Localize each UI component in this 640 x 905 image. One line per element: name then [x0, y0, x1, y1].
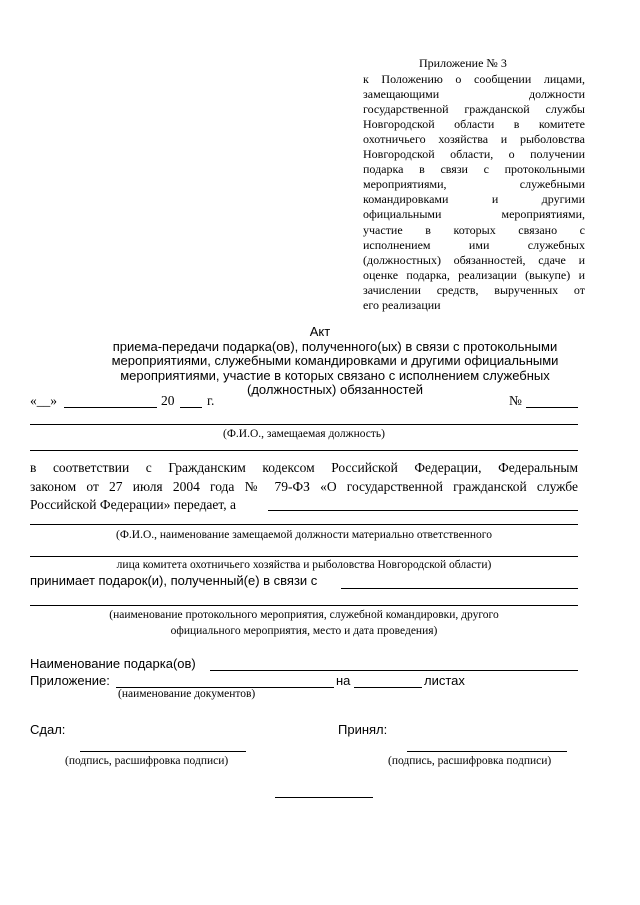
hint-documents: (наименование документов): [118, 688, 256, 700]
attachment-sheets-field[interactable]: [354, 687, 422, 688]
fio-position-field[interactable]: [30, 424, 578, 425]
annex-block: [363, 56, 585, 313]
annex-line: участие в которых связано с: [363, 222, 585, 237]
hint-receiver-1: (Ф.И.О., наименование замещаемой должности материально ответственного: [115, 529, 492, 541]
footer-divider: [275, 797, 373, 798]
event-field-inline[interactable]: [341, 588, 578, 589]
legal-basis-paragraph: [30, 459, 578, 515]
annex-line: замещающими должности: [363, 87, 585, 102]
paragraph-line: законом от 27 июля 2004 года № 79-ФЗ «О государственной гражданской службе: [30, 478, 578, 494]
receiver-field[interactable]: [30, 524, 578, 525]
hint-event-2: официального мероприятия, место и дата проведения): [170, 625, 438, 637]
annex-line: охотничьего хозяйства и рыболовства: [363, 132, 585, 147]
annex-line: оценке подарка, реализации (выкупе) и: [363, 267, 585, 282]
number-field[interactable]: [526, 407, 578, 408]
annex-title: Приложение № 3: [419, 56, 507, 70]
gift-name-label: Наименование подарка(ов): [30, 656, 196, 671]
attachment-on: на: [336, 673, 351, 688]
paragraph-line: в соответствии с Гражданским кодексом Российской Федерации, Федеральным: [30, 460, 578, 475]
annex-line: мероприятиями, служебными: [363, 177, 585, 192]
handed-label: Сдал:: [30, 722, 66, 737]
act-subtitle-line: приема-передачи подарка(ов), полученного(ых) в связи с протокольными: [112, 339, 558, 354]
act-subtitle-line: мероприятиями, участие в которых связано с исполнением служебных: [120, 367, 550, 383]
annex-line: зачислении средств, вырученных от: [363, 282, 585, 297]
act-subtitle: [60, 340, 610, 398]
annex-line: (должностных) обязанностей, сдаче и: [363, 252, 585, 267]
gift-name-field[interactable]: [210, 670, 578, 671]
annex-line: Новгородской области, о получении: [363, 147, 585, 162]
act-title: Акт: [309, 324, 331, 339]
receiver-field-2[interactable]: [30, 556, 578, 557]
annex-line: государственной гражданской службы: [363, 102, 585, 117]
annex-line: к Положению о сообщении лицами,: [363, 72, 585, 87]
annex-line: официальными мероприятиями,: [363, 207, 585, 222]
date-day: «__»: [30, 393, 57, 408]
attachment-sheets: листах: [424, 673, 465, 688]
hint-signature-left: (подпись, расшифровка подписи): [65, 755, 229, 767]
annex-line: командировками и другими: [363, 192, 585, 207]
date-suffix: г.: [207, 393, 215, 408]
attachment-label: Приложение:: [30, 673, 110, 688]
annex-line: подарка в связи с протокольными: [363, 162, 585, 177]
hint-receiver-2: лица комитета охотничьего хозяйства и рыболовства Новгородской области): [116, 559, 492, 571]
hint-fio-position: (Ф.И.О., замещаемая должность): [223, 428, 385, 440]
annex-line: его реализации: [363, 297, 441, 312]
event-field[interactable]: [30, 605, 578, 606]
date-year-field[interactable]: [180, 407, 202, 408]
act-subtitle-line: (должностных) обязанностей: [247, 382, 423, 398]
paragraph-line: Российской Федерации» передает, а: [30, 497, 237, 512]
date-month-field[interactable]: [64, 407, 157, 408]
annex-line: Новгородской области в комитете: [363, 117, 585, 132]
handed-signature-field[interactable]: [80, 751, 246, 752]
act-subtitle-line: мероприятиями, служебными командировками и другими официальными: [111, 353, 559, 369]
fio-position-field-2[interactable]: [30, 450, 578, 451]
hint-event-1: (наименование протокольного мероприятия, служебной командировки, другого: [109, 609, 499, 621]
date-year-prefix: 20: [161, 393, 175, 408]
received-label: Принял:: [338, 722, 388, 737]
received-signature-field[interactable]: [407, 751, 567, 752]
hint-signature-right: (подпись, расшифровка подписи): [388, 755, 552, 767]
receiver-field-inline[interactable]: [268, 510, 578, 511]
number-label: №: [509, 393, 522, 408]
annex-line: исполнением ими служебных: [363, 237, 585, 252]
accepts-text: принимает подарок(и), полученный(е) в связи с: [30, 573, 318, 588]
